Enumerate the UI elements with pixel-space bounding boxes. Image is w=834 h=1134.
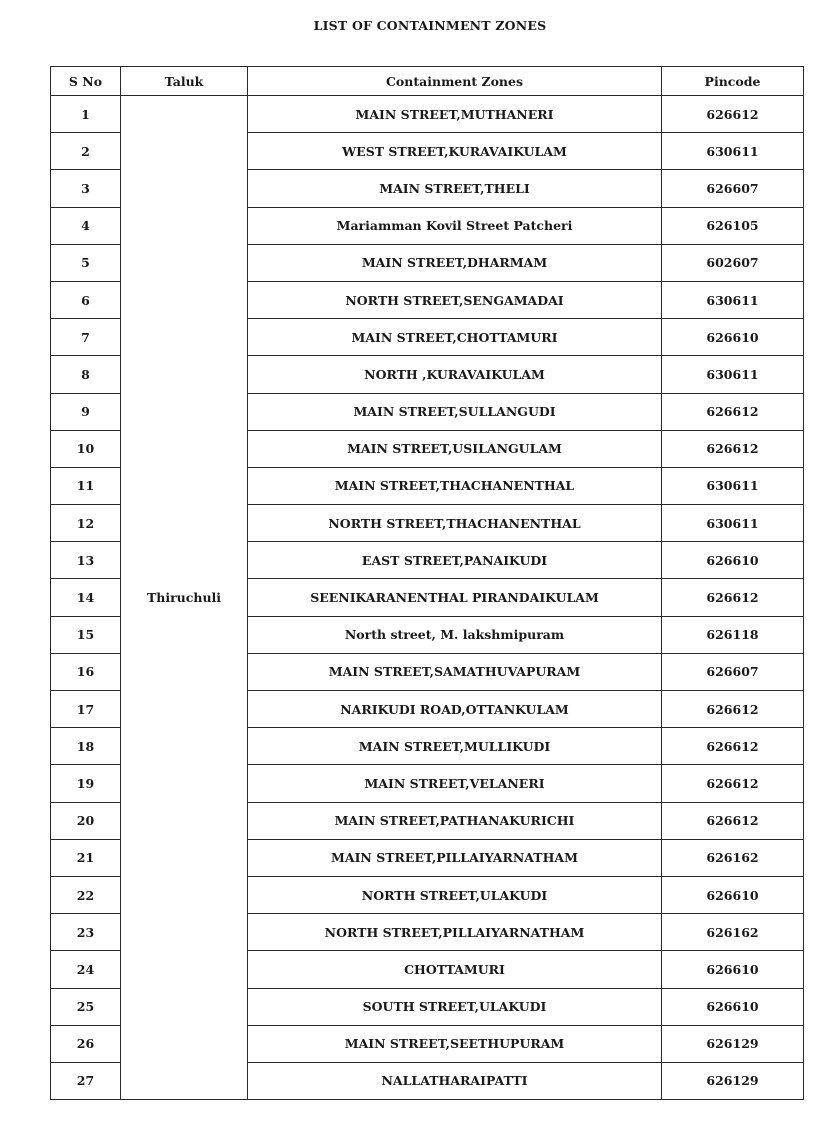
cell-sno: 14	[51, 579, 121, 616]
cell-pincode: 626610	[662, 876, 804, 913]
cell-sno: 20	[51, 802, 121, 839]
cell-sno: 6	[51, 281, 121, 318]
cell-containment-zone: NORTH STREET,SENGAMADAI	[248, 281, 662, 318]
cell-containment-zone: EAST STREET,PANAIKUDI	[248, 542, 662, 579]
cell-sno: 13	[51, 542, 121, 579]
cell-pincode: 626162	[662, 839, 804, 876]
cell-sno: 8	[51, 356, 121, 393]
containment-zones-table	[50, 66, 804, 1100]
cell-pincode: 602607	[662, 244, 804, 281]
cell-sno: 7	[51, 319, 121, 356]
cell-pincode: 630611	[662, 467, 804, 504]
cell-containment-zone: NORTH STREET,THACHANENTHAL	[248, 505, 662, 542]
cell-containment-zone: MAIN STREET,SAMATHUVAPURAM	[248, 653, 662, 690]
cell-pincode: 630611	[662, 133, 804, 170]
cell-containment-zone: WEST STREET,KURAVAIKULAM	[248, 133, 662, 170]
table-row	[51, 96, 804, 133]
cell-sno: 23	[51, 914, 121, 951]
cell-pincode: 626612	[662, 765, 804, 802]
cell-containment-zone: North street, M. lakshmipuram	[248, 616, 662, 653]
cell-containment-zone: CHOTTAMURI	[248, 951, 662, 988]
cell-pincode: 626612	[662, 802, 804, 839]
cell-pincode: 626162	[662, 914, 804, 951]
cell-containment-zone: MAIN STREET,SEETHUPURAM	[248, 1025, 662, 1062]
cell-sno: 9	[51, 393, 121, 430]
cell-containment-zone: MAIN STREET,USILANGULAM	[248, 430, 662, 467]
cell-pincode: 626129	[662, 1025, 804, 1062]
cell-containment-zone: MAIN STREET,CHOTTAMURI	[248, 319, 662, 356]
cell-containment-zone: NARIKUDI ROAD,OTTANKULAM	[248, 691, 662, 728]
cell-sno: 1	[51, 96, 121, 133]
cell-pincode: 626610	[662, 951, 804, 988]
cell-containment-zone: MAIN STREET,PATHANAKURICHI	[248, 802, 662, 839]
cell-pincode: 626612	[662, 96, 804, 133]
cell-sno: 16	[51, 653, 121, 690]
cell-pincode: 630611	[662, 281, 804, 318]
cell-containment-zone: NORTH ,KURAVAIKULAM	[248, 356, 662, 393]
cell-pincode: 626610	[662, 542, 804, 579]
cell-pincode: 626612	[662, 691, 804, 728]
cell-pincode: 626607	[662, 170, 804, 207]
cell-sno: 21	[51, 839, 121, 876]
cell-sno: 10	[51, 430, 121, 467]
cell-pincode: 626129	[662, 1062, 804, 1099]
header-row	[51, 67, 804, 96]
cell-pincode: 626612	[662, 728, 804, 765]
cell-containment-zone: Mariamman Kovil Street Patcheri	[248, 207, 662, 244]
cell-containment-zone: MAIN STREET,PILLAIYARNATHAM	[248, 839, 662, 876]
cell-sno: 5	[51, 244, 121, 281]
table-body	[51, 96, 804, 1100]
cell-pincode: 626105	[662, 207, 804, 244]
cell-containment-zone: NALLATHARAIPATTI	[248, 1062, 662, 1099]
cell-pincode: 630611	[662, 505, 804, 542]
cell-containment-zone: NORTH STREET,ULAKUDI	[248, 876, 662, 913]
cell-containment-zone: MAIN STREET,VELANERI	[248, 765, 662, 802]
cell-pincode: 626610	[662, 988, 804, 1025]
cell-taluk: Thiruchuli	[121, 96, 248, 1100]
cell-sno: 19	[51, 765, 121, 802]
cell-pincode: 630611	[662, 356, 804, 393]
cell-pincode: 626610	[662, 319, 804, 356]
cell-sno: 4	[51, 207, 121, 244]
header-pincode: Pincode	[662, 67, 804, 96]
cell-sno: 27	[51, 1062, 121, 1099]
header-taluk: Taluk	[121, 67, 248, 96]
cell-sno: 26	[51, 1025, 121, 1062]
cell-containment-zone: NORTH STREET,PILLAIYARNATHAM	[248, 914, 662, 951]
cell-containment-zone: MAIN STREET,MULLIKUDI	[248, 728, 662, 765]
cell-sno: 18	[51, 728, 121, 765]
cell-sno: 12	[51, 505, 121, 542]
cell-containment-zone: MAIN STREET,MUTHANERI	[248, 96, 662, 133]
cell-containment-zone: SEENIKARANENTHAL PIRANDAIKULAM	[248, 579, 662, 616]
cell-sno: 2	[51, 133, 121, 170]
page-title: LIST OF CONTAINMENT ZONES	[313, 18, 547, 33]
cell-sno: 22	[51, 876, 121, 913]
cell-containment-zone: MAIN STREET,SULLANGUDI	[248, 393, 662, 430]
cell-sno: 11	[51, 467, 121, 504]
cell-containment-zone: MAIN STREET,THELI	[248, 170, 662, 207]
cell-sno: 24	[51, 951, 121, 988]
cell-containment-zone: SOUTH STREET,ULAKUDI	[248, 988, 662, 1025]
cell-pincode: 626612	[662, 579, 804, 616]
cell-containment-zone: MAIN STREET,THACHANENTHAL	[248, 467, 662, 504]
header-sno: S No	[51, 67, 121, 96]
cell-sno: 3	[51, 170, 121, 207]
cell-sno: 15	[51, 616, 121, 653]
cell-pincode: 626612	[662, 393, 804, 430]
cell-containment-zone: MAIN STREET,DHARMAM	[248, 244, 662, 281]
cell-sno: 25	[51, 988, 121, 1025]
header-containment-zones: Containment Zones	[248, 67, 662, 96]
cell-pincode: 626118	[662, 616, 804, 653]
cell-sno: 17	[51, 691, 121, 728]
cell-pincode: 626607	[662, 653, 804, 690]
cell-pincode: 626612	[662, 430, 804, 467]
